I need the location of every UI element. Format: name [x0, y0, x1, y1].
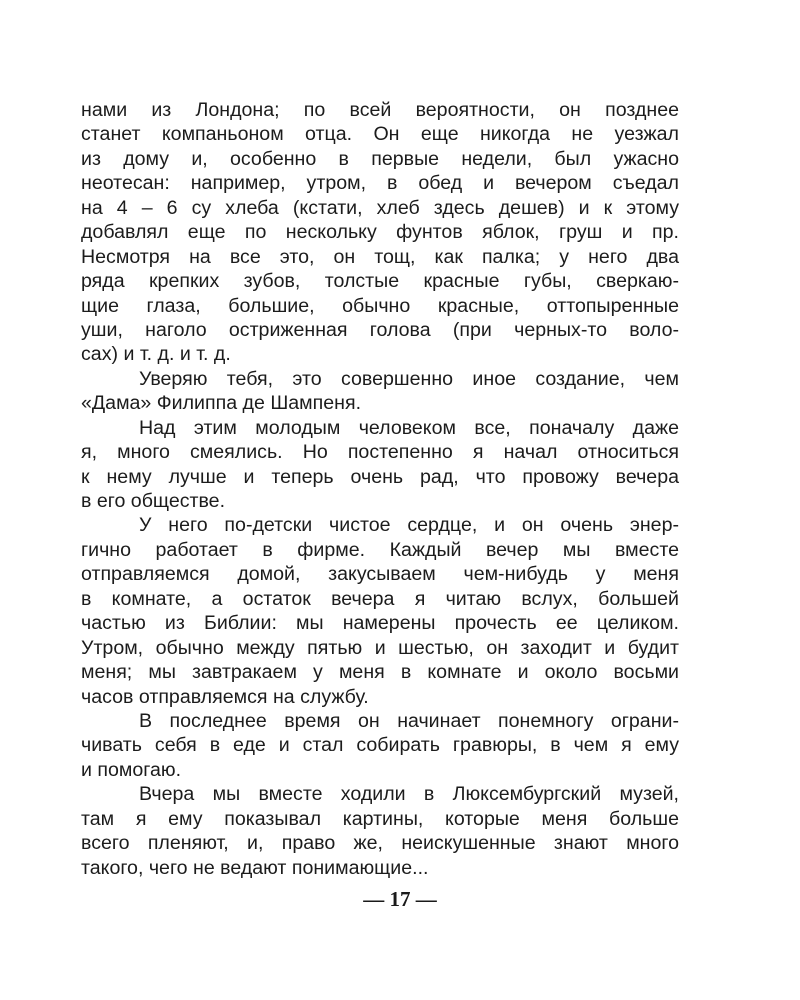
text-line: В последнее время он начинает понемногу ограни-	[139, 709, 679, 732]
text-line: такого, чего не ведают понимающие...	[81, 856, 429, 879]
text-line: часов отправляемся на службу.	[81, 685, 369, 708]
text-line: станет компаньоном отца. Он еще никогда не уезжал	[81, 123, 679, 146]
text-line: отправляемся домой, закусываем чем-нибудь у меня	[81, 563, 679, 586]
text-line: я, много смеялись. Но постепенно я начал относиться	[81, 441, 679, 464]
text-line: там я ему показывал картины, которые меня больше	[81, 807, 679, 830]
page-number: — 17 —	[363, 887, 437, 911]
page-body-text	[81, 98, 679, 880]
text-line: частью из Библии: мы намерены прочесть ее целиком.	[81, 612, 679, 635]
text-line: неотесан: например, утром, в обед и вечером съедал	[81, 172, 679, 195]
text-line: чивать себя в еде и стал собирать гравюры, в чем я ему	[81, 734, 679, 757]
text-line: в комнате, а остаток вечера я читаю вслух, большей	[81, 587, 679, 610]
text-line: щие глаза, большие, обычно красные, оттопыренные	[81, 294, 679, 317]
text-line: сах) и т. д. и т. д.	[81, 343, 231, 366]
text-line: Вчера мы вместе ходили в Люксембургский музей,	[139, 783, 679, 806]
text-line: У него по-детски чистое сердце, и он очень энер-	[139, 514, 679, 537]
text-line: Несмотря на все это, он тощ, как палка; у него два	[81, 245, 679, 268]
text-line: Уверяю тебя, это совершенно иное создание, чем	[139, 367, 679, 390]
text-line: ряда крепких зубов, толстые красные губы, сверкаю-	[81, 270, 679, 293]
text-line: нами из Лондона; по всей вероятности, он позднее	[81, 99, 679, 121]
text-line: Утром, обычно между пятью и шестью, он заходит и будит	[81, 636, 679, 659]
text-line: к нему лучше и теперь очень рад, что провожу вечера	[81, 465, 679, 488]
text-line: Над этим молодым человеком все, поначалу даже	[139, 416, 679, 439]
text-line: и помогаю.	[81, 758, 182, 781]
text-line: «Дама» Филиппа де Шампеня.	[81, 392, 362, 415]
text-line: уши, наголо остриженная голова (при черных-то воло-	[81, 318, 679, 341]
text-line: добавлял еще по нескольку фунтов яблок, груш и пр.	[81, 221, 679, 244]
text-line: гично работает в фирме. Каждый вечер мы вместе	[81, 538, 679, 561]
text-line: в его обществе.	[81, 490, 226, 512]
text-line: из дому и, особенно в первые недели, был ужасно	[81, 147, 679, 170]
text-line: на 4 – 6 су хлеба (кстати, хлеб здесь дешев) и к этому	[81, 196, 679, 219]
text-line: всего пленяют, и, право же, неискушенные знают много	[81, 832, 679, 855]
text-line: меня; мы завтракаем у меня в комнате и около восьми	[81, 661, 679, 684]
